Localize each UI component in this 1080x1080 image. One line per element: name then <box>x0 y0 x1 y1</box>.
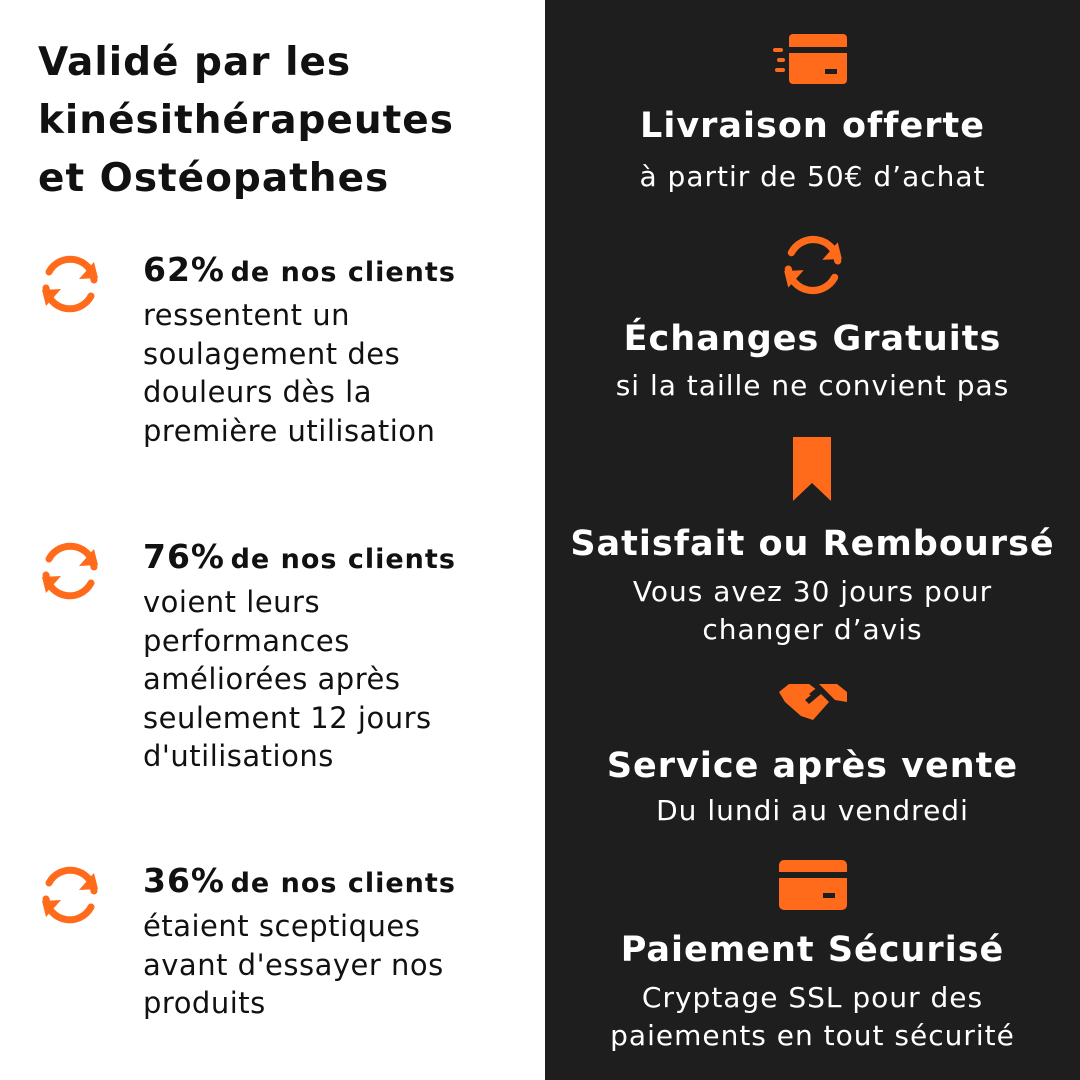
feature-subtitle <box>545 979 1080 1055</box>
bookmark-icon <box>791 435 833 503</box>
feature-line: si la taille ne convient pas <box>615 369 1010 402</box>
stat-line: douleurs dès la <box>143 375 372 409</box>
feature-line: à partir de 50€ d’achat <box>639 160 986 193</box>
feature-subtitle <box>545 367 1080 405</box>
stat-label: de nos clients <box>230 257 456 288</box>
stat-line: étaient sceptiques <box>143 909 421 943</box>
feature-title: Service après vente <box>606 746 1019 786</box>
stat-percent: 76% <box>143 537 225 576</box>
stat-line: voient leurs <box>143 585 321 619</box>
feature-title: Livraison offerte <box>640 106 985 146</box>
stat-description <box>143 907 513 1023</box>
stat-line: améliorées après <box>143 662 401 696</box>
refresh-icon <box>36 250 104 318</box>
feature-subtitle <box>545 158 1080 196</box>
stat-line: soulagement des <box>143 336 401 371</box>
stat-heading <box>143 537 456 576</box>
feature-subtitle <box>545 573 1080 649</box>
fast-card-icon <box>773 34 849 86</box>
refresh-icon <box>36 537 104 605</box>
feature-title: Échanges Gratuits <box>623 319 1002 359</box>
feature-line: changer d’avis <box>702 613 923 646</box>
refresh-icon <box>778 230 848 300</box>
feature-subtitle <box>545 792 1080 830</box>
stat-line: avant d'essayer nos <box>143 947 444 982</box>
stat-label: de nos clients <box>230 868 456 899</box>
title-line: et Ostéopathes <box>38 156 390 201</box>
stat-percent: 62% <box>143 250 225 289</box>
feature-line: Vous avez 30 jours pour <box>632 575 993 608</box>
title-line: kinésithérapeutes <box>38 98 454 143</box>
feature-title: Paiement Sécurisé <box>620 930 1005 970</box>
credit-card-icon <box>779 860 847 910</box>
stat-line: produits <box>143 986 266 1020</box>
stat-label: de nos clients <box>230 544 456 575</box>
stat-description <box>143 583 513 776</box>
page-title <box>38 34 538 208</box>
feature-title: Satisfait ou Remboursé <box>570 524 1055 564</box>
stat-description <box>143 296 513 450</box>
stat-line: première utilisation <box>143 413 436 448</box>
title-line: Validé par les <box>38 40 352 85</box>
stat-line: seulement 12 jours <box>143 700 432 735</box>
stat-percent: 36% <box>143 861 225 900</box>
handshake-icon <box>779 678 847 726</box>
feature-line: Du lundi au vendredi <box>656 794 969 827</box>
stat-heading <box>143 861 456 900</box>
feature-line: Cryptage SSL pour des <box>641 981 984 1014</box>
stat-line: d'utilisations <box>143 739 334 773</box>
refresh-icon <box>36 861 104 929</box>
feature-line: paiements en tout sécurité <box>610 1019 1015 1052</box>
stat-line: performances <box>143 623 350 658</box>
right-panel <box>545 0 1080 1080</box>
stat-heading <box>143 250 456 289</box>
stat-line: ressentent un <box>143 298 351 332</box>
